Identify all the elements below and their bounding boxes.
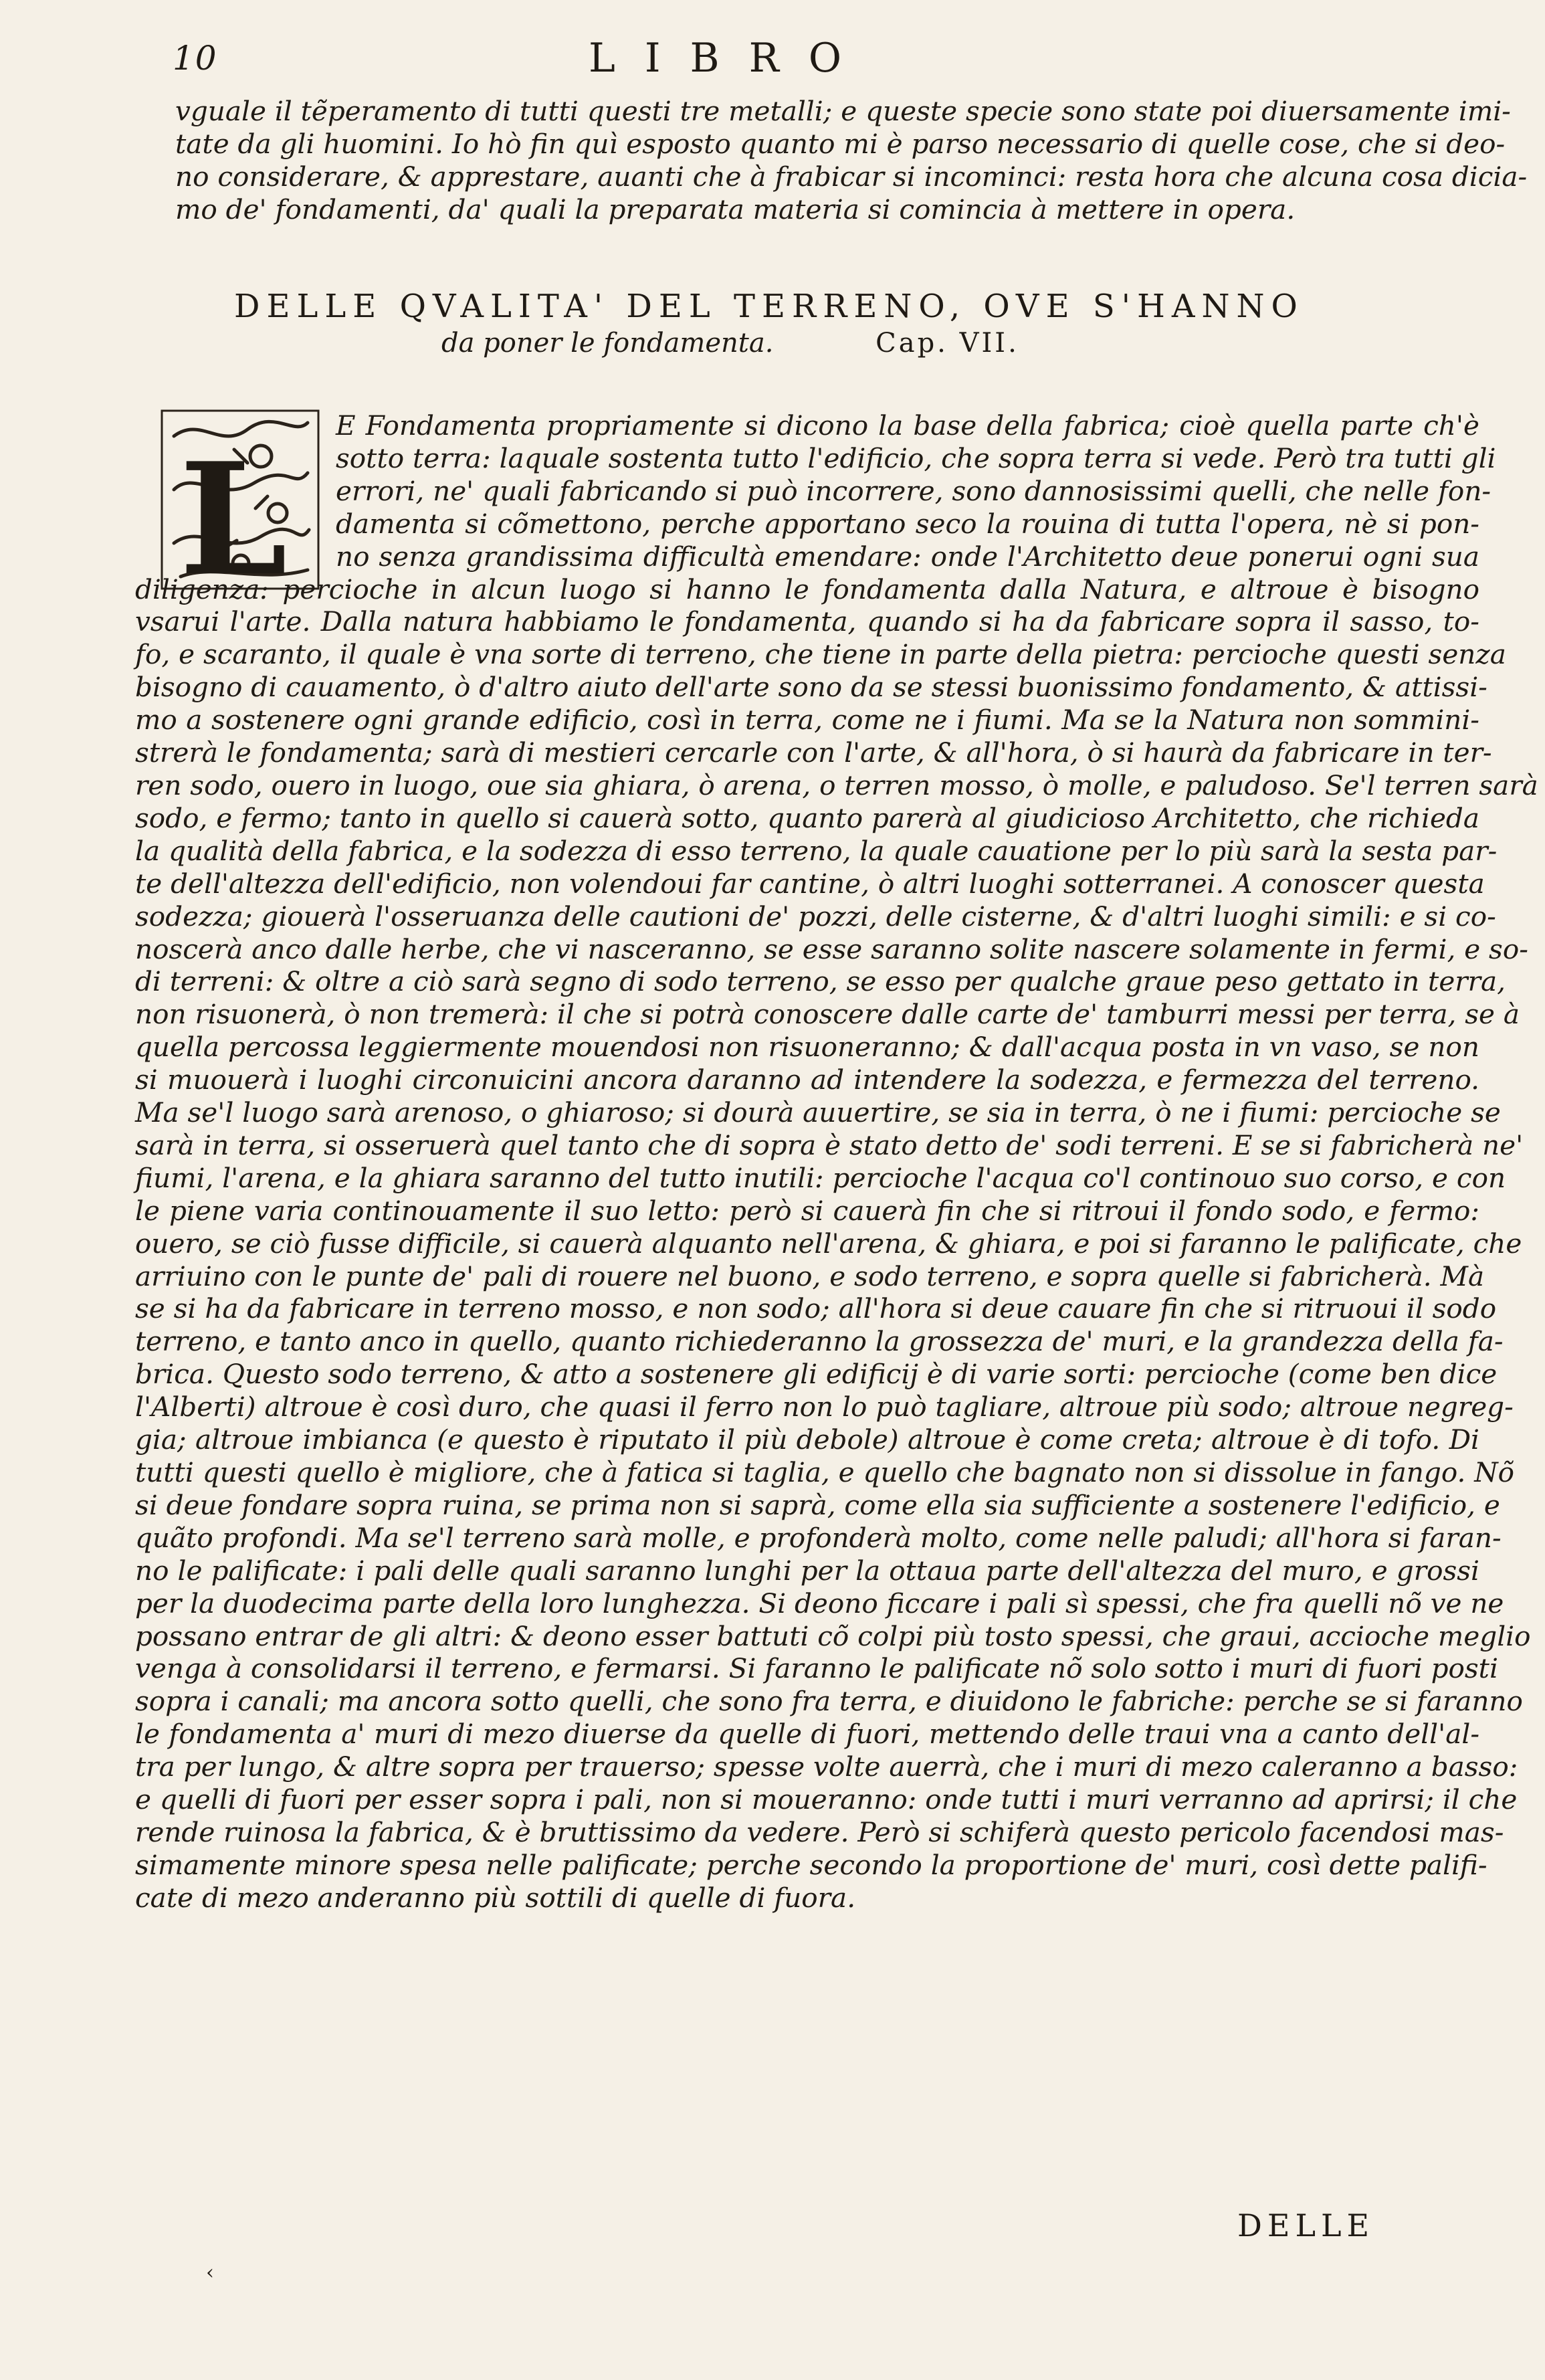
text-line: no senza grandissima difficultà emendare: onde l'Architetto deue ponerui ogni sua bbox=[336, 540, 1479, 573]
text-line: tra per lungo, & altre sopra per trauerso; spesse volte auerrà, che i muri di mezo caleranno a basso: bbox=[135, 1751, 1518, 1783]
text-line: fo, e scaranto, il quale è vna sorte di terreno, che tiene in parte della pietra: percioche questi senza bbox=[135, 638, 1506, 671]
stray-mark: ‹ bbox=[206, 2261, 214, 2284]
intro-paragraph bbox=[175, 95, 1528, 226]
text-line: tutti questi quello è migliore, che à fatica si taglia, e quello che bagnato non si dissolue in fango. Nõ bbox=[135, 1456, 1515, 1488]
text-line: E Fondamenta propriamente si dicono la base della fabrica; cioè quella parte ch'è bbox=[336, 409, 1479, 441]
text-line: strerà le fondamenta; sarà di mestieri cercarle con l'arte, & all'hora, ò si haurà da fabricare in ter- bbox=[135, 736, 1492, 769]
text-line: rende ruinosa la fabrica, & è bruttissimo da vedere. Però si schiferà questo pericolo facendosi mas- bbox=[135, 1815, 1504, 1848]
text-line: gia; altroue imbianca (e questo è riputato il più debole) altroue è come creta; altroue è di tofo. Di bbox=[135, 1423, 1479, 1456]
text-line: mo a sostenere ogni grande edificio, così in terra, come ne i fiumi. Ma se la Natura non sommini- bbox=[135, 704, 1479, 736]
text-line: terreno, e tanto anco in quello, quanto richiederanno la grossezza de' muri, e la grandezza della fa- bbox=[135, 1325, 1504, 1358]
text-line: sotto terra: laquale sostenta tutto l'edificio, che sopra terra si vede. Però tra tutti gli bbox=[336, 441, 1496, 474]
text-line: ren sodo, ouero in luogo, oue sia ghiara, ò arena, o terren mosso, ò molle, e paludoso. Se'l terren sarà bbox=[135, 769, 1538, 801]
text-line: quãto profondi. Ma se'l terreno sarà molle, e profonderà molto, come nelle paludi; all'hora si faran- bbox=[135, 1521, 1502, 1554]
text-line: e quelli di fuori per esser sopra i pali, non si moueranno: onde tutti i muri verranno ad aprirsi; il che bbox=[135, 1783, 1518, 1816]
text-line: possano entrar de gli altri: & deono esser battuti cõ colpi più tosto spessi, che graui, accioche meglio bbox=[135, 1619, 1531, 1652]
text-line: te dell'altezza dell'edificio, non volendoui far cantine, ò altri luoghi sotterranei. A conoscer questa bbox=[135, 867, 1485, 900]
text-line: le fondamenta a' muri di mezo diuerse da quelle di fuori, mettendo delle traui vna a canto dell'al- bbox=[135, 1718, 1479, 1751]
text-line: per la duodecima parte della loro lunghezza. Si deono ficcare i pali sì spessi, che fra quelli nõ ve ne bbox=[135, 1587, 1504, 1619]
text-line: tate da gli huomini. Io hò fin quì esposto quanto mi è parso necessario di quelle cose, che si deo- bbox=[175, 128, 1506, 160]
text-line: sarà in terra, si osseruerà quel tanto che di sopra è stato detto de' sodi terreni. E se si fabricherà ne' bbox=[135, 1128, 1524, 1161]
page-number: 10 bbox=[173, 39, 218, 78]
text-line: ouero, se ciò fusse difficile, si cauerà alquanto nell'arena, & ghiara, e poi si faranno le palificate, che bbox=[135, 1227, 1522, 1260]
text-line: di terreni: & oltre a ciò sarà segno di sodo terreno, se esso per qualche graue peso gettato in terra, bbox=[135, 965, 1506, 998]
text-line: la qualità della fabrica, e la sodezza di esso terreno, la quale cauatione per lo più sarà la sesta par- bbox=[135, 834, 1498, 867]
running-head: LIBRO bbox=[589, 35, 871, 82]
text-line: no considerare, & apprestare, auanti che à frabicar si incominci: resta hora che alcuna cosa dicia- bbox=[175, 161, 1528, 193]
text-line: simamente minore spesa nelle palificate; perche secondo la proportione de' muri, così dette palifi- bbox=[135, 1848, 1487, 1881]
text-line: sopra i canali; ma ancora sotto quelli, che sono fra terra, e diuidono le fabriche: perche se si faranno bbox=[135, 1685, 1523, 1718]
text-line: vguale il tẽperamento di tutti questi tre metalli; e queste specie sono state poi diuersamente imi- bbox=[175, 95, 1511, 127]
text-line: venga à consolidarsi il terreno, e fermarsi. Si faranno le palificate nõ solo sotto i muri di fuori posti bbox=[135, 1652, 1498, 1685]
text-line: le piene varia continouamente il suo letto: però si cauerà fin che si ritroui il fondo sodo, e fermo: bbox=[135, 1194, 1479, 1227]
text-line: bisogno di cauamento, ò d'altro aiuto dell'arte sono da se stessi buonissimo fondamento, & attissi- bbox=[135, 671, 1487, 704]
text-line: si deue fondare sopra ruina, se prima non si saprà, come ella sia sufficiente a sostenere l'edificio, e bbox=[135, 1488, 1500, 1521]
text-line: no le palificate: i pali delle quali saranno lunghi per la ottaua parte dell'altezza del muro, e grossi bbox=[135, 1554, 1479, 1587]
text-line: quella percossa leggiermente mouendosi non risuoneranno; & dall'acqua posta in vn vaso, se non bbox=[135, 1031, 1479, 1064]
chapter-subtitle bbox=[441, 328, 1244, 359]
chapter-subtitle-text: da poner le fondamenta. bbox=[441, 328, 774, 359]
text-line: cate di mezo anderanno più sottili di quelle di fuora. bbox=[135, 1881, 856, 1914]
text-line: sodo, e fermo; tanto in quello si cauerà sotto, quanto parerà al giudicioso Architetto, che richieda bbox=[135, 801, 1479, 834]
text-line: noscerà anco dalle herbe, che vi nasceranno, se esse saranno solite nascere solamente in fermi, e so- bbox=[135, 932, 1528, 965]
text-line: si muouerà i luoghi circonuicini ancora daranno ad intendere la sodezza, e fermezza del terreno. bbox=[135, 1064, 1479, 1096]
text-line: non risuonerà, ò non tremerà: il che si potrà conoscere dalle carte de' tamburri messi per terra, se à bbox=[135, 998, 1520, 1031]
drop-cap-letter: L bbox=[179, 429, 288, 590]
body-paragraph bbox=[135, 409, 1538, 1914]
text-line: fiumi, l'arena, e la ghiara saranno del tutto inutili: percioche l'acqua co'l continouo suo corso, e con bbox=[135, 1161, 1506, 1194]
text-line: Ma se'l luogo sarà arenoso, o ghiaroso; si dourà auuertire, se sia in terra, ò ne i fiumi: percioche se bbox=[135, 1096, 1501, 1129]
text-line: damenta si cõmettono, perche apportano seco la rouina di tutta l'opera, nè si pon- bbox=[336, 507, 1479, 540]
text-line: se si ha da fabricare in terreno mosso, e non sodo; all'hora si deue cauare fin che si ritruoui il sodo bbox=[135, 1292, 1497, 1325]
text-line: diligenza: percioche in alcun luogo si hanno le fondamenta dalla Natura, e altroue è bisogno bbox=[135, 573, 1479, 605]
text-line: l'Alberti) altroue è così duro, che quasi il ferro non lo può tagliare, altroue più sodo; altroue negreg- bbox=[135, 1391, 1514, 1423]
text-line: errori, ne' quali fabricando si può incorrere, sono dannosissimi quelli, che nelle fon- bbox=[336, 474, 1491, 507]
text-line: mo de' fondamenti, da' quali la preparata materia si comincia à mettere in opera. bbox=[175, 193, 1296, 225]
chapter-title: DELLE QVALITA' DEL TERRENO, OVE S'HANNO bbox=[234, 288, 1304, 325]
text-line: arriuino con le punte de' pali di rouere nel buono, e sodo terreno, e sopra quelle si fabricherà. Mà bbox=[135, 1260, 1485, 1292]
text-line: sodezza; giouerà l'osseruanza delle cautioni de' pozzi, delle cisterne, & d'altri luoghi simili: e si co- bbox=[135, 900, 1496, 932]
text-line: vsarui l'arte. Dalla natura habbiamo le fondamenta, quando si ha da fabricare sopra il sasso, to- bbox=[135, 605, 1479, 638]
chapter-number: Cap. VII. bbox=[875, 328, 1019, 359]
text-line: brica. Questo sodo terreno, & atto a sostenere gli edificij è di varie sorti: percioche (come ben dice bbox=[135, 1358, 1498, 1391]
catchword: DELLE bbox=[1237, 2207, 1375, 2244]
